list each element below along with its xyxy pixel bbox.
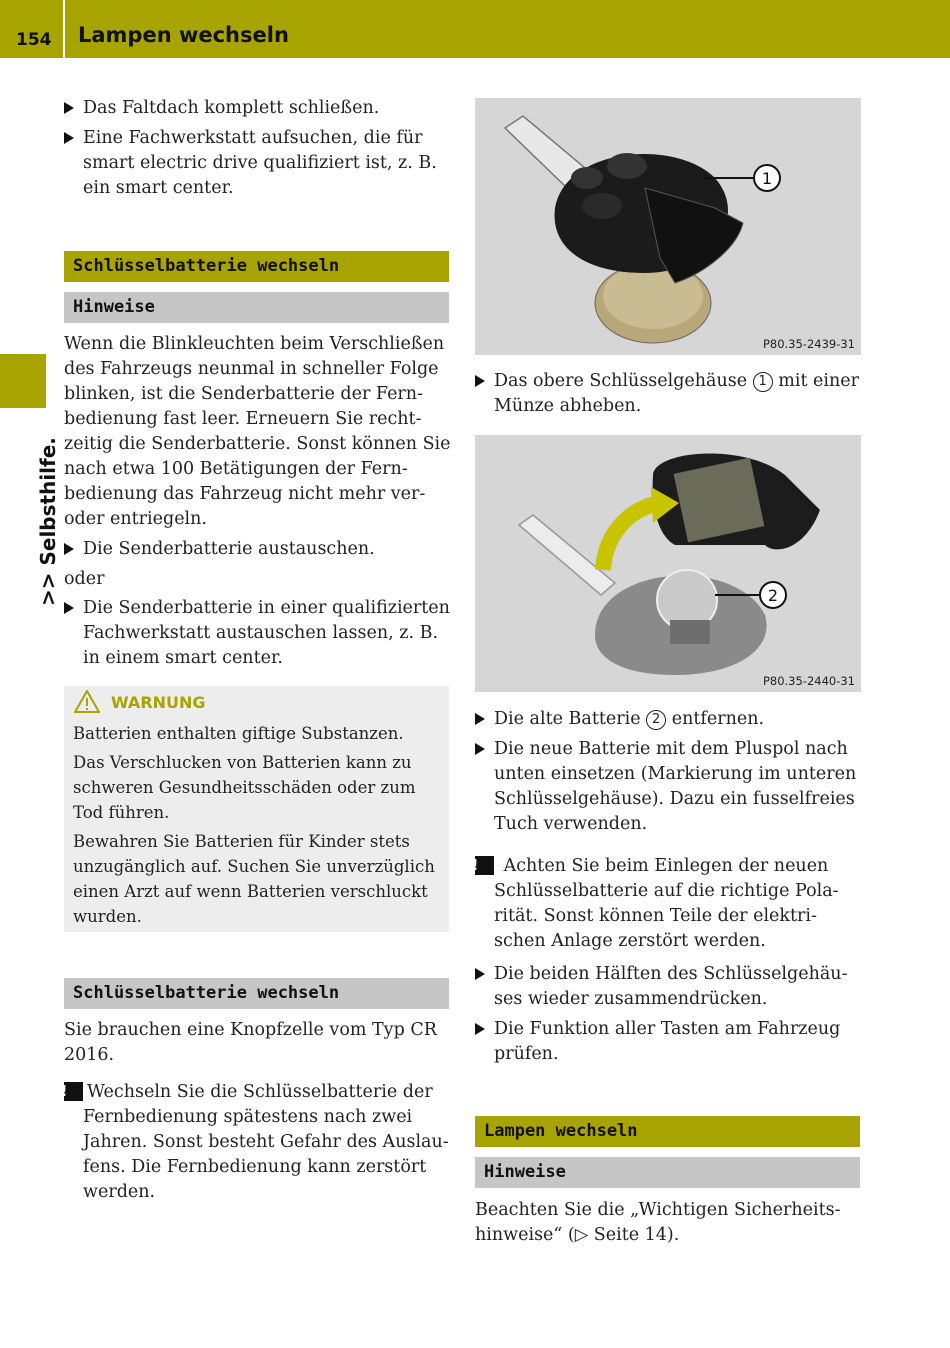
section-heading-battery: Schlüsselbatterie wechseln [64, 251, 449, 282]
key-battery-illustration [475, 435, 861, 692]
exclamation-icon: ! [64, 1082, 83, 1101]
knopfzelle-block [64, 1018, 449, 1068]
subsection-heading-hinweise: Hinweise [475, 1157, 860, 1188]
hinweis-block [64, 332, 451, 671]
notice-block [60, 1080, 451, 1205]
callout-ref-2: 2 [646, 710, 666, 730]
bullet-arrow-icon [475, 713, 485, 725]
knopfzelle-text: Sie brauchen eine Knopfzelle vom Typ CR 2016. [64, 1020, 437, 1065]
bullet-arrow-icon [64, 132, 74, 144]
list-item: Die beiden Hälften des Schlüsselgehäuses wieder zusammendrücken. [475, 962, 863, 1012]
list-item: Das obere Schlüsselgehäuse 1 mit einer Münze abheben. [475, 369, 860, 419]
notice-paragraph: ! Achten Sie beim Einlegen der neuen Schlüsselbatterie auf die richtige Polarität. Sonst können Teile der elektrischen Anlage zerstört werden. [471, 856, 839, 951]
list-item: Die Funktion aller Tasten am Fahrzeug prüfen. [475, 1017, 863, 1067]
bullet-arrow-icon [475, 375, 485, 387]
safety-reference-text: Beachten Sie die „Wichtigen Sicherheitshinweise“ (▷ Seite 14). [475, 1200, 841, 1245]
bullet-arrow-icon [64, 102, 74, 114]
list-item: Das Faltdach komplett schließen. [64, 96, 449, 121]
bullet-arrow-icon [64, 602, 74, 614]
exclamation-icon: ! [475, 856, 494, 875]
warning-text: Das Verschlucken von Batterien kann zu schweren Gesundheitsschäden oder zum Tod führen. [73, 753, 416, 822]
page-header [0, 0, 950, 58]
bullet-arrow-icon [475, 968, 485, 980]
warning-box [64, 686, 449, 932]
list-item: Die Senderbatterie austauschen. [64, 537, 451, 562]
list-item: Die alte Batterie 2 entfernen. [475, 707, 865, 732]
key-fob-illustration [475, 98, 861, 355]
figure-code: P80.35-2439-31 [762, 337, 855, 351]
warning-triangle-icon [74, 690, 100, 713]
list-item: Die neue Batterie mit dem Pluspol nach unten einsetzen (Markierung im unteren Schlüsselgehäuse). Dazu ein fusselfreies Tuch verwenden. [475, 737, 865, 837]
subsection-heading-hinweise: Hinweise [64, 292, 449, 323]
section-tab-marker [0, 354, 46, 408]
section-tab-label: >> Selbsthilfe. [36, 437, 60, 606]
section-heading-lamps: Lampen wechseln [475, 1116, 860, 1147]
bullet-arrow-icon [64, 543, 74, 555]
polarity-notice [471, 854, 862, 954]
callout-ref-1: 1 [753, 372, 773, 392]
bullet-arrow-icon [475, 1023, 485, 1035]
warning-text: Batterien enthalten giftige Substanzen. [73, 724, 404, 743]
header-divider [63, 0, 65, 58]
lamps-hinweis [475, 1198, 863, 1248]
callout-label-2: 2 [767, 586, 779, 605]
key-photo-2 [475, 435, 861, 692]
bullet-arrow-icon [475, 743, 485, 755]
notice-paragraph: ! Wechseln Sie die Schlüsselbatterie der Fernbedienung spätestens nach zwei Jahren. Sonst besteht Gefahr des Auslaufens. Die Fernbedienung kann zerstört werden. [60, 1082, 449, 1202]
steps-2-3 [475, 707, 865, 837]
warning-heading: WARNUNG [111, 693, 206, 712]
callout-label-1: 1 [761, 169, 773, 188]
figure-code: P80.35-2440-31 [762, 674, 855, 688]
step-1 [475, 369, 860, 419]
key-photo-1 [475, 98, 861, 355]
page-number: 154 [16, 30, 52, 50]
list-item: Die Senderbatterie in einer qualifizierten Fachwerkstatt austauschen lassen, z. B. in einem smart center. [64, 596, 451, 671]
oder-text: oder [64, 569, 105, 589]
hinweis-text: Wenn die Blinkleuchten beim Verschließen des Fahrzeugs neunmal in schneller Folge blinken, ist die Senderbatterie der Fernbedienung fast leer. Erneuern Sie rechtzeitig die Senderbatterie. Sonst können Sie nach etwa 100 Betätigungen der Fernbedienung das Fahrzeug nicht mehr veroder entriegeln. [64, 334, 451, 529]
intro-bullets [64, 96, 449, 201]
steps-4-5 [475, 962, 863, 1067]
section-heading-battery-change: Schlüsselbatterie wechseln [64, 978, 449, 1009]
list-item: Eine Fachwerkstatt aufsuchen, die für smart electric drive qualifiziert ist, z. B. ein smart center. [64, 126, 449, 201]
page-title: Lampen wechseln [78, 23, 289, 47]
warning-text: Bewahren Sie Batterien für Kinder stets unzugänglich auf. Suchen Sie unverzüglich einen Arzt auf wenn Batterien verschluckt wurden. [73, 832, 435, 926]
